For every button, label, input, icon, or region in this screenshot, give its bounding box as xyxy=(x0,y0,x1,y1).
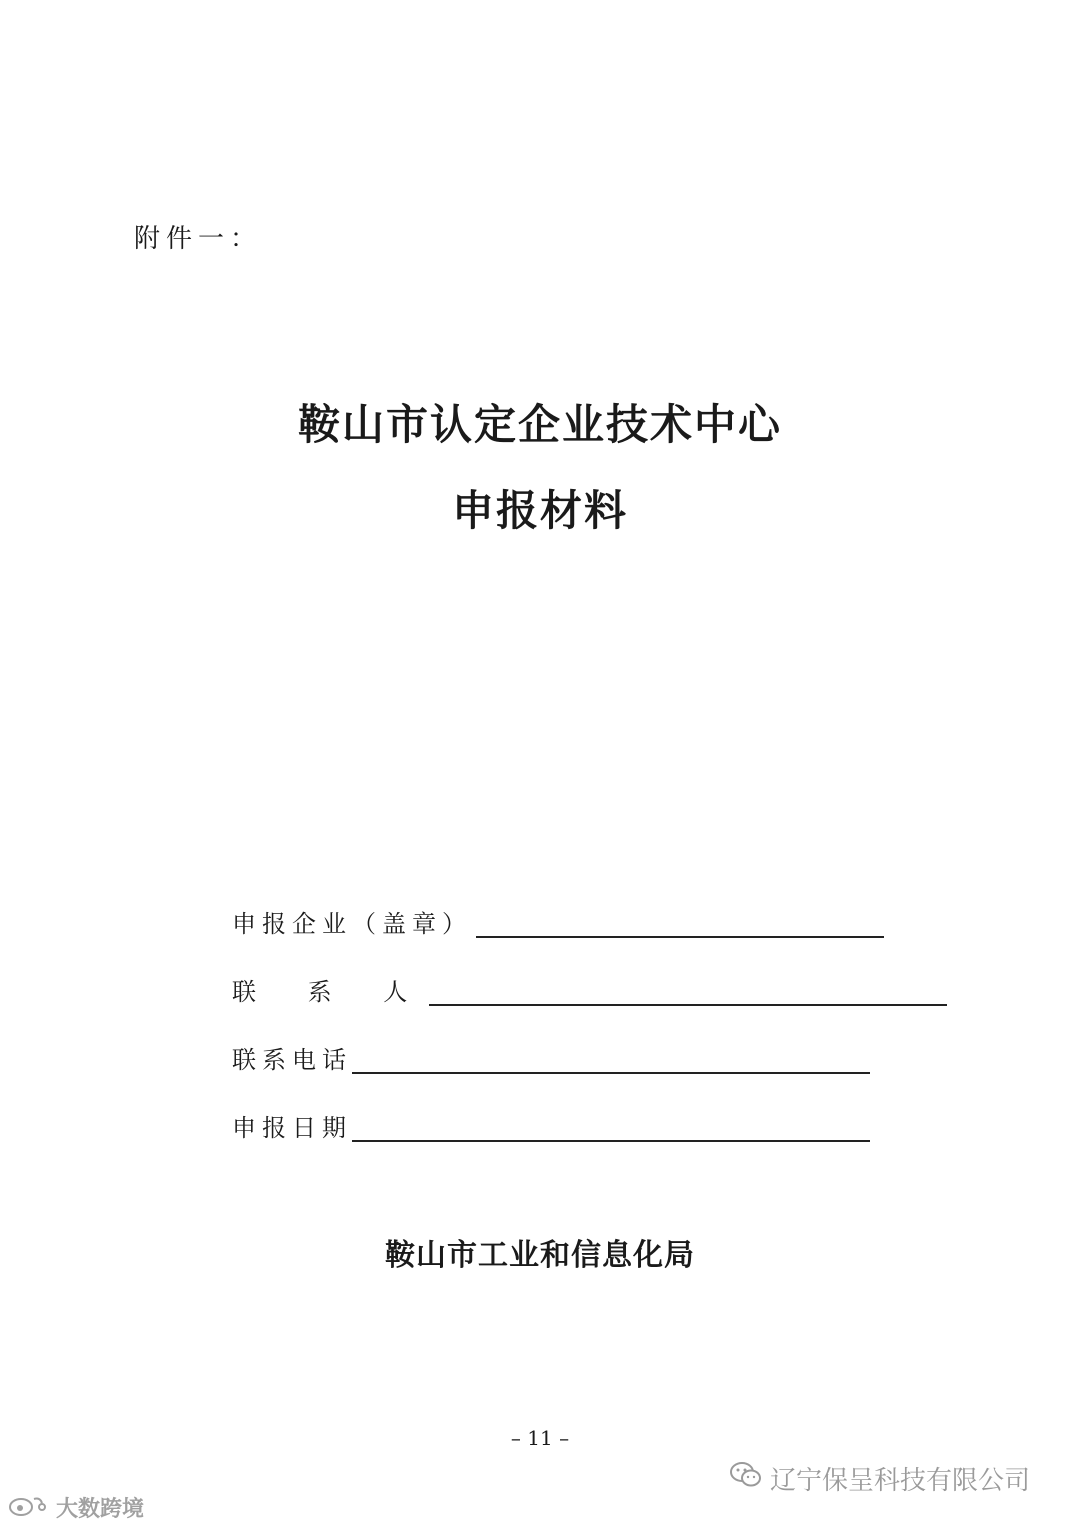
field-label: 联系电话 xyxy=(232,1046,352,1074)
blank-line xyxy=(429,974,947,1006)
field-contact-phone xyxy=(232,1036,870,1076)
watermark-right xyxy=(730,1460,1030,1497)
document-title-line1: 鞍山市认定企业技术中心 xyxy=(297,400,782,449)
field-applicant-company xyxy=(232,900,884,940)
attachment-label: 附件一： xyxy=(134,224,263,254)
field-contact-person xyxy=(232,968,947,1008)
wechat-icon xyxy=(730,1461,762,1496)
page-number: – 11 – xyxy=(510,1426,570,1450)
field-label: 申报企业（盖章） xyxy=(232,910,472,938)
watermark-right-text: 辽宁保呈科技有限公司 xyxy=(770,1466,1031,1496)
field-application-date xyxy=(232,1104,870,1144)
issuer-name: 鞍山市工业和信息化局 xyxy=(385,1238,695,1273)
document-title-line2: 申报材料 xyxy=(451,486,628,535)
blank-line xyxy=(476,906,884,938)
field-label: 联 系 人 xyxy=(232,978,430,1006)
field-label: 申报日期 xyxy=(232,1114,352,1142)
blank-line xyxy=(352,1110,870,1142)
watermark-left xyxy=(8,1492,144,1523)
blank-line xyxy=(352,1042,870,1074)
watermark-left-text: 大数跨境 xyxy=(56,1497,145,1522)
weibo-icon xyxy=(8,1493,48,1523)
